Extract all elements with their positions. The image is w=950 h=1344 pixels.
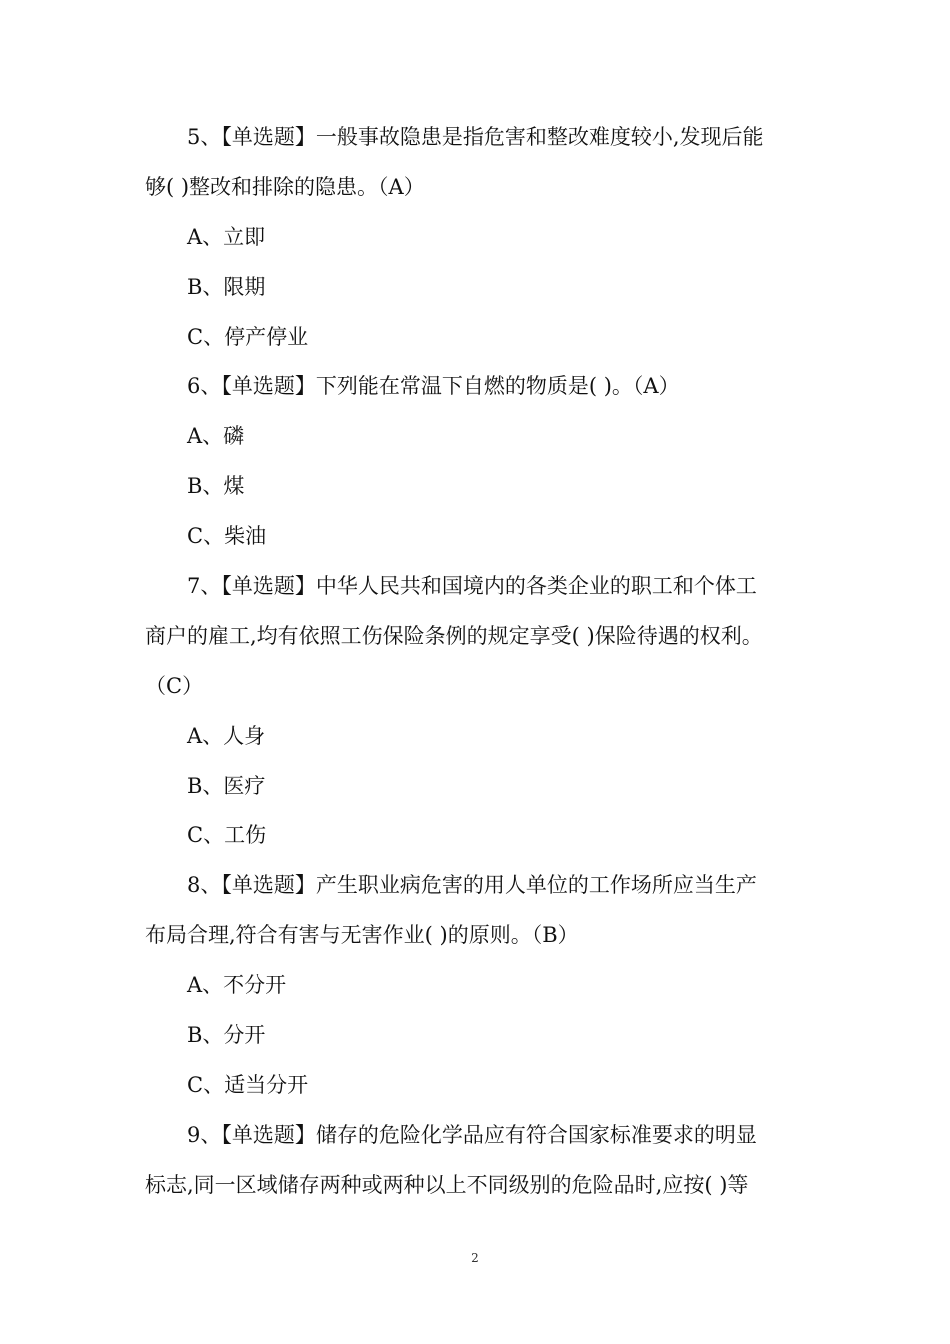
question-7-stem: 7、【单选题】中华人民共和国境内的各类企业的职工和个体工 <box>187 574 757 599</box>
question-8-option-b: B、分开 <box>187 1023 266 1048</box>
question-7-option-b: B、医疗 <box>187 773 266 798</box>
question-6-option-c: C、柴油 <box>187 524 267 549</box>
question-6-option-b: B、煤 <box>187 474 245 499</box>
question-5-stem: 5、【单选题】一般事故隐患是指危害和整改难度较小,发现后能 <box>187 125 764 149</box>
page-number: 2 <box>471 1251 479 1265</box>
question-9-stem-continued: 标志,同一区域储存两种或两种以上不同级别的危险品时,应按( )等 <box>145 1172 749 1197</box>
question-8-stem: 8、【单选题】产生职业病危害的用人单位的工作场所应当生产 <box>187 873 757 898</box>
question-7-stem-continued: 商户的雇工,均有依照工伤保险条例的规定享受( )保险待遇的权利。 <box>145 623 763 648</box>
question-6-stem: 6、【单选题】下列能在常温下自燃的物质是( )。（A） <box>187 374 680 399</box>
question-5-option-c: C、停产停业 <box>187 324 309 349</box>
question-8-option-a: A、不分开 <box>187 973 287 998</box>
question-7-option-c: C、工伤 <box>187 823 267 848</box>
question-5-option-a: A、立即 <box>187 224 266 249</box>
question-9-stem: 9、【单选题】储存的危险化学品应有符合国家标准要求的明显 <box>187 1122 757 1147</box>
question-7-option-a: A、人身 <box>187 723 266 748</box>
question-5-stem-continued: 够( )整改和排除的隐患。（A） <box>145 174 425 199</box>
question-5-option-b: B、限期 <box>187 274 266 299</box>
question-6-option-a: A、磷 <box>187 424 245 449</box>
question-7-answer: （C） <box>145 673 204 698</box>
question-8-option-c: C、适当分开 <box>187 1072 309 1097</box>
question-text-block <box>145 113 810 1211</box>
question-8-stem-continued: 布局合理,符合有害与无害作业( )的原则。（B） <box>145 923 579 948</box>
